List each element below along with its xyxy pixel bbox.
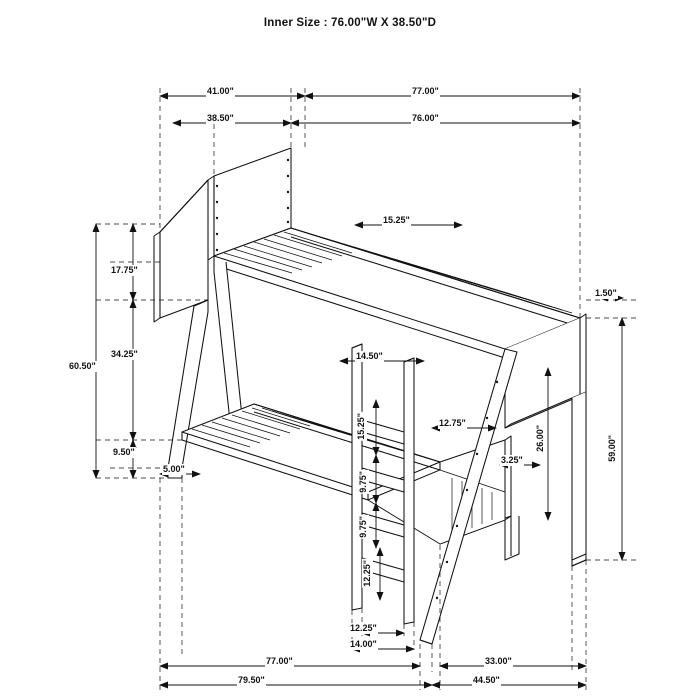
dimension-label-79-5: 79.50" bbox=[238, 675, 265, 685]
page-title: Inner Size : 76.00"W X 38.50"D bbox=[263, 17, 437, 29]
dimension-label-38-5: 38.50" bbox=[207, 113, 234, 123]
dimension-label-41: 41.00" bbox=[207, 86, 234, 96]
dimension-label-3-25: 3.25" bbox=[501, 455, 523, 465]
dimension-label-12-25-vert: 12.25" bbox=[362, 560, 372, 587]
dimension-label-17-75: 17.75" bbox=[111, 265, 138, 275]
dimension-label-15-25-upper: 15.25" bbox=[383, 215, 410, 225]
dimension-label-14: 14.00" bbox=[350, 639, 377, 649]
dimension-label-14-5: 14.50" bbox=[356, 351, 383, 361]
dimension-label-60-5: 60.50" bbox=[69, 361, 96, 371]
dimension-label-76: 76.00" bbox=[412, 113, 439, 123]
dimension-label-9-5: 9.50" bbox=[113, 447, 135, 457]
dimension-label-1-5: 1.50" bbox=[595, 288, 617, 298]
dimension-label-5: 5.00" bbox=[163, 464, 185, 474]
dimension-label-34-25: 34.25" bbox=[111, 349, 138, 359]
dimension-label-44-5: 44.50" bbox=[473, 675, 500, 685]
dimension-label-26: 26.00" bbox=[535, 425, 545, 452]
dimension-label-9-75-b: 9.75" bbox=[358, 516, 368, 538]
dimension-label-77-bottom: 77.00" bbox=[266, 656, 293, 666]
dimension-label-12-75: 12.75" bbox=[439, 418, 466, 428]
dimension-label-9-75-a: 9.75" bbox=[358, 471, 368, 493]
dimension-label-59: 59.00" bbox=[607, 435, 617, 462]
dimension-label-33: 33.00" bbox=[485, 656, 512, 666]
dimension-label-77-top: 77.00" bbox=[412, 86, 439, 96]
dimension-label-12-25-horiz: 12.25" bbox=[350, 623, 377, 633]
dimension-label-15-25-ladder: 15.25" bbox=[356, 413, 366, 440]
